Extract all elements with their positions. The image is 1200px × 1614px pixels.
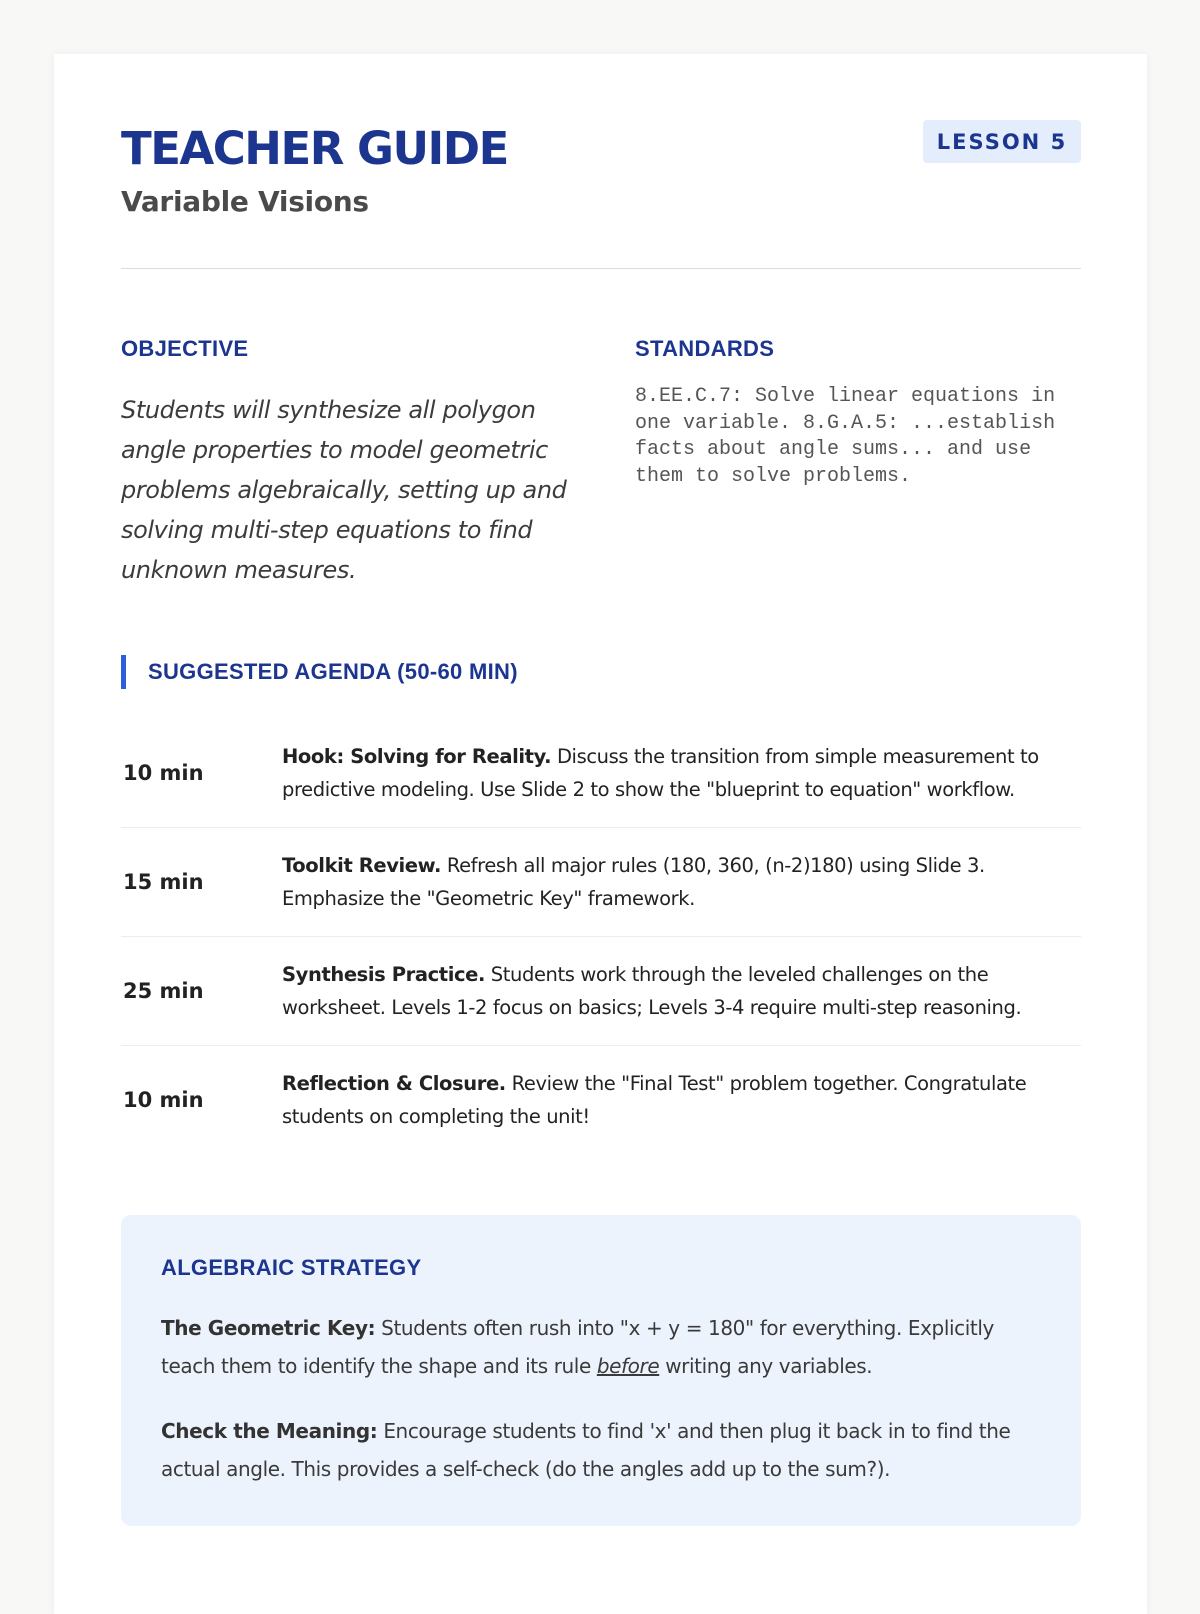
agenda-heading (121, 655, 518, 689)
lesson-badge: LESSON 5 (923, 120, 1081, 163)
agenda-item-text: Review the "Final Test" problem together. Congratulate students on completing the unit! (282, 1072, 1027, 1128)
objective-text: Students will synthesize all polygon angle properties to model geometric problems algebraically, setting up and solving multi-step equations to find unknown measures. (121, 396, 567, 584)
agenda-time: 25 min (123, 979, 204, 1003)
agenda-heading-text: SUGGESTED AGENDA (50-60 MIN) (148, 659, 518, 684)
agenda-description (282, 937, 1082, 1045)
guide-page (54, 54, 1147, 1614)
strategy-callout (121, 1215, 1081, 1526)
agenda-time: 10 min (123, 1088, 204, 1112)
strategy-emphasis: before (596, 1354, 660, 1378)
agenda-row (121, 1046, 1081, 1154)
agenda-item-title: Reflection & Closure. (282, 1072, 506, 1095)
agenda-item-title: Toolkit Review. (282, 854, 441, 877)
objective-standards-section (121, 336, 1081, 586)
standards-block (635, 336, 1081, 490)
agenda-time: 15 min (123, 870, 204, 894)
agenda-item-title: Hook: Solving for Reality. (282, 745, 552, 768)
strategy-paragraph-geometric-key (161, 1309, 1051, 1385)
objective-heading: OBJECTIVE (121, 336, 249, 361)
strategy-paragraph-check-meaning (161, 1412, 1051, 1488)
standards-text: 8.EE.C.7: Solve linear equations in one variable. 8.G.A.5: ...establish facts about angle sums... and use them to solve problems. (635, 385, 1056, 488)
strategy-heading: ALGEBRAIC STRATEGY (161, 1255, 422, 1280)
strategy-text: writing any variables. (665, 1354, 873, 1378)
guide-header (121, 54, 1081, 269)
standards-heading: STANDARDS (635, 336, 775, 361)
agenda-item-text: Refresh all major rules (180, 360, (n-2)180) using Slide 3. Emphasize the "Geometric Key" framework. (282, 854, 985, 910)
strategy-content (161, 1255, 1051, 1488)
agenda-item-text: Students work through the leveled challenges on the worksheet. Levels 1-2 focus on basics; Levels 3-4 require multi-step reasoning. (282, 963, 1022, 1019)
agenda-description (282, 828, 1082, 936)
agenda-row (121, 719, 1081, 828)
page-title: TEACHER GUIDE (121, 122, 508, 175)
agenda-time: 10 min (123, 761, 204, 785)
strategy-text: Students often rush into "x + y = 180" for everything. Explicitly teach them to identify the shape and its rule (161, 1316, 994, 1378)
agenda-item-title: Synthesis Practice. (282, 963, 485, 986)
objective-block (121, 336, 571, 590)
lesson-subtitle: Variable Visions (121, 185, 369, 218)
strategy-text: Encourage students to find 'x' and then plug it back in to find the actual angle. This provides a self-check (do the angles add up to the sum?). (161, 1419, 1011, 1481)
agenda-description (282, 1046, 1082, 1154)
agenda-description (282, 719, 1082, 827)
strategy-label: Check the Meaning: (161, 1419, 378, 1443)
agenda-list (121, 719, 1081, 1154)
strategy-label: The Geometric Key: (161, 1316, 376, 1340)
agenda-row (121, 828, 1081, 937)
agenda-item-text: Discuss the transition from simple measurement to predictive modeling. Use Slide 2 to show the "blueprint to equation" workflow. (282, 745, 1039, 801)
agenda-row (121, 937, 1081, 1046)
guide-content (121, 54, 1081, 1481)
